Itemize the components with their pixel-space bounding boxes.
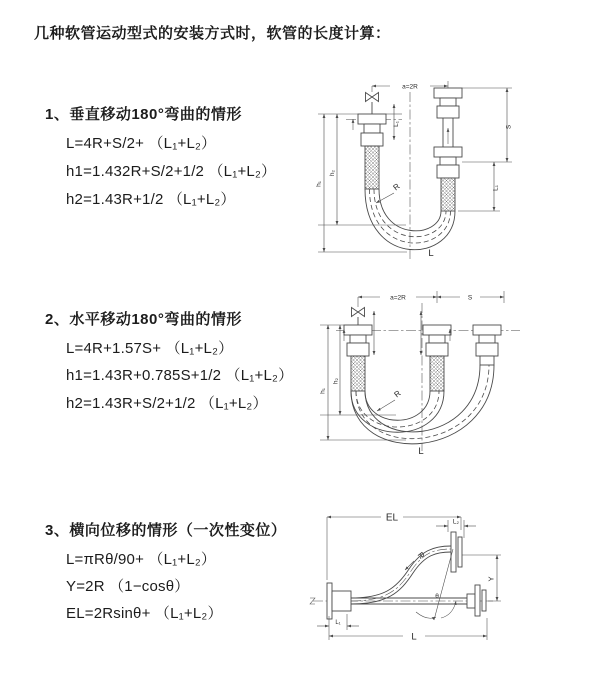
- page-title: 几种软管运动型式的安装方式时，软管的长度计算：: [34, 25, 391, 42]
- valve-icon: [366, 86, 379, 114]
- diagram-vertical-move-180: [310, 72, 600, 262]
- radius-label: R: [415, 550, 427, 561]
- dim-label-h2: h₂: [329, 169, 336, 177]
- dimension-s: [437, 291, 504, 303]
- section-2-formula-h1: h1=1.43R+0.785S+1/2 （L₁+L₂）: [66, 367, 294, 384]
- dim-label-y: Y: [486, 576, 496, 582]
- dim-label-l1: L₁: [335, 620, 341, 626]
- dimension-l1-left: [386, 104, 402, 140]
- section-2-heading: 2、水平移动180°弯曲的情形: [45, 311, 242, 328]
- section-1-heading: 1、垂直移动180°弯曲的情形: [45, 106, 242, 123]
- radius-label: R: [392, 388, 403, 400]
- radius-label: R: [391, 181, 402, 193]
- radius-leader: [377, 389, 403, 411]
- dim-label-l1-left: L₁: [393, 121, 400, 127]
- left-hose-fitting: [358, 114, 386, 189]
- dimension-h2: [315, 114, 406, 225]
- section-2-formula-h2: h2=1.43R+S/2+1/2 （L₁+L₂）: [66, 395, 268, 412]
- section-3-formula-y: Y=2R （1−cosθ）: [66, 578, 190, 595]
- dim-label-h1: h₁: [315, 181, 323, 187]
- section-3-formula-el: EL=2Rsinθ+ （L₁+L₂）: [66, 605, 223, 622]
- valve-icon: [352, 297, 365, 325]
- dimension-s: [462, 88, 513, 162]
- angle-construction: [416, 549, 456, 620]
- dimension-l1-right: [458, 162, 500, 211]
- diagram-lateral-displacement: [303, 498, 593, 648]
- dim-label-s: S: [505, 124, 513, 130]
- left-hose-fitting: [344, 325, 372, 391]
- right-hose-fitting: [434, 88, 462, 211]
- section-3-formula-l: L=πRθ/90+ （L₁+L₂）: [66, 551, 217, 568]
- right-end-flange: [467, 585, 486, 616]
- dim-label-l: L: [411, 631, 417, 643]
- dimension-a2r: [358, 295, 437, 302]
- dim-label-h2: h₂: [332, 377, 340, 385]
- length-label: L: [428, 248, 434, 259]
- section-1-formula-h2: h2=1.43R+1/2 （L₁+L₂）: [66, 191, 236, 208]
- u-bend-hose-shifted: [351, 365, 494, 444]
- section-3-heading: 3、横向位移的情形（一次性变位）: [45, 522, 287, 539]
- length-label: L: [418, 446, 424, 457]
- dim-label-l2: L₂: [452, 518, 460, 526]
- diagram-horizontal-move-180: [308, 283, 600, 458]
- dim-label-a2r: a=2R: [402, 83, 418, 91]
- middle-hose-fitting: [423, 325, 451, 391]
- section-2-formula-l: L=4R+1.57S+ （L₁+L₂）: [66, 340, 234, 357]
- dim-label-l1-right: L₁: [492, 185, 500, 191]
- dimension-l: [329, 618, 487, 643]
- dim-label-a2r: a=2R: [390, 294, 406, 302]
- dim-label-el: EL: [385, 512, 399, 524]
- dim-label-h1: h₁: [319, 388, 327, 394]
- shifted-hose-fitting: [473, 325, 501, 365]
- displaced-end-flange: [451, 532, 462, 572]
- dim-label-s: S: [467, 294, 473, 302]
- section-1-formula-l: L=4R+S/2+ （L₁+L₂）: [66, 135, 217, 152]
- angle-label: θ: [435, 593, 439, 600]
- section-1-formula-h1: h1=1.432R+S/2+1/2 （L₁+L₂）: [66, 163, 277, 180]
